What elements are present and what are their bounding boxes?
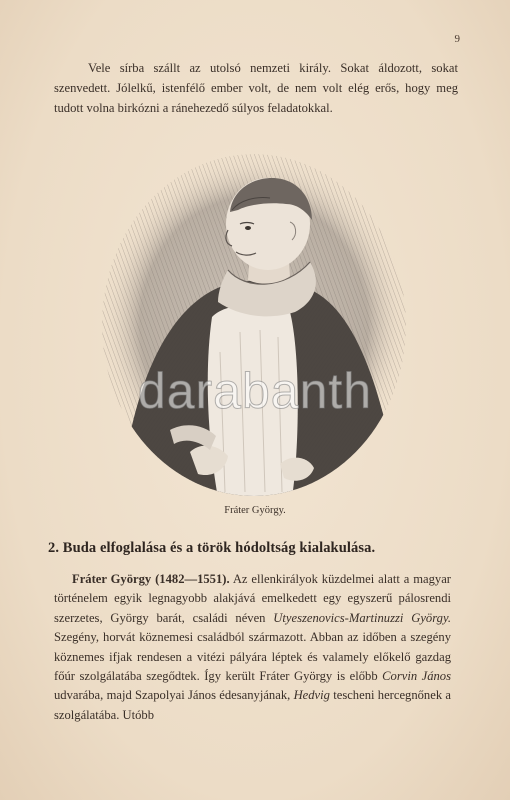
page-number: 9	[454, 33, 460, 45]
body-text-1: Az ellenkirályok küzdelmei alatt a magyar történelem egyik legnagyobb alakjává emelkedett egy egyszerű pálosrendi szerzetes, György barát, családi néven	[54, 572, 451, 625]
body-text-3: udvarába, majd Szapolyai János édesanyjának,	[54, 688, 294, 703]
top-paragraph: Vele sírba szállt az utolsó nemzeti király. Sokat áldozott, sokat szenvedett. Jólelkű, istenfélő ember volt, de nem volt elég erős, hogy meg tudott volna birkózni a ránehezedő súlyos feladatokkal.	[54, 61, 458, 115]
watermark-darabanth: darabanth	[137, 363, 373, 419]
italic-corvin: Corvin János	[382, 669, 452, 684]
section-heading: 2. Buda elfoglalása és a török hódoltság kialakulása.	[48, 540, 376, 556]
body-text-4: tescheni hercegnőnek a szolgálatába. Utóbb	[54, 688, 451, 722]
figure-caption: Fráter György.	[224, 505, 286, 516]
italic-hedvig: Hedvig	[293, 688, 330, 703]
body-text-2: Szegény, horvát köznemesi családból származott. Abban az időben a szegény köznemes ifjak rendesen a vitézi pályára léptek és valamely előkelő gazdag főúr szolgálatába szegődtek. Így került Fráter György is előbb	[54, 630, 451, 684]
italic-family-name: Utyeszenovics-Martinuzzi György.	[273, 610, 451, 625]
portrait-engraving	[100, 152, 408, 498]
lead-name-dates: Fráter György (1482—1551).	[72, 572, 230, 586]
body-paragraph	[54, 570, 451, 725]
